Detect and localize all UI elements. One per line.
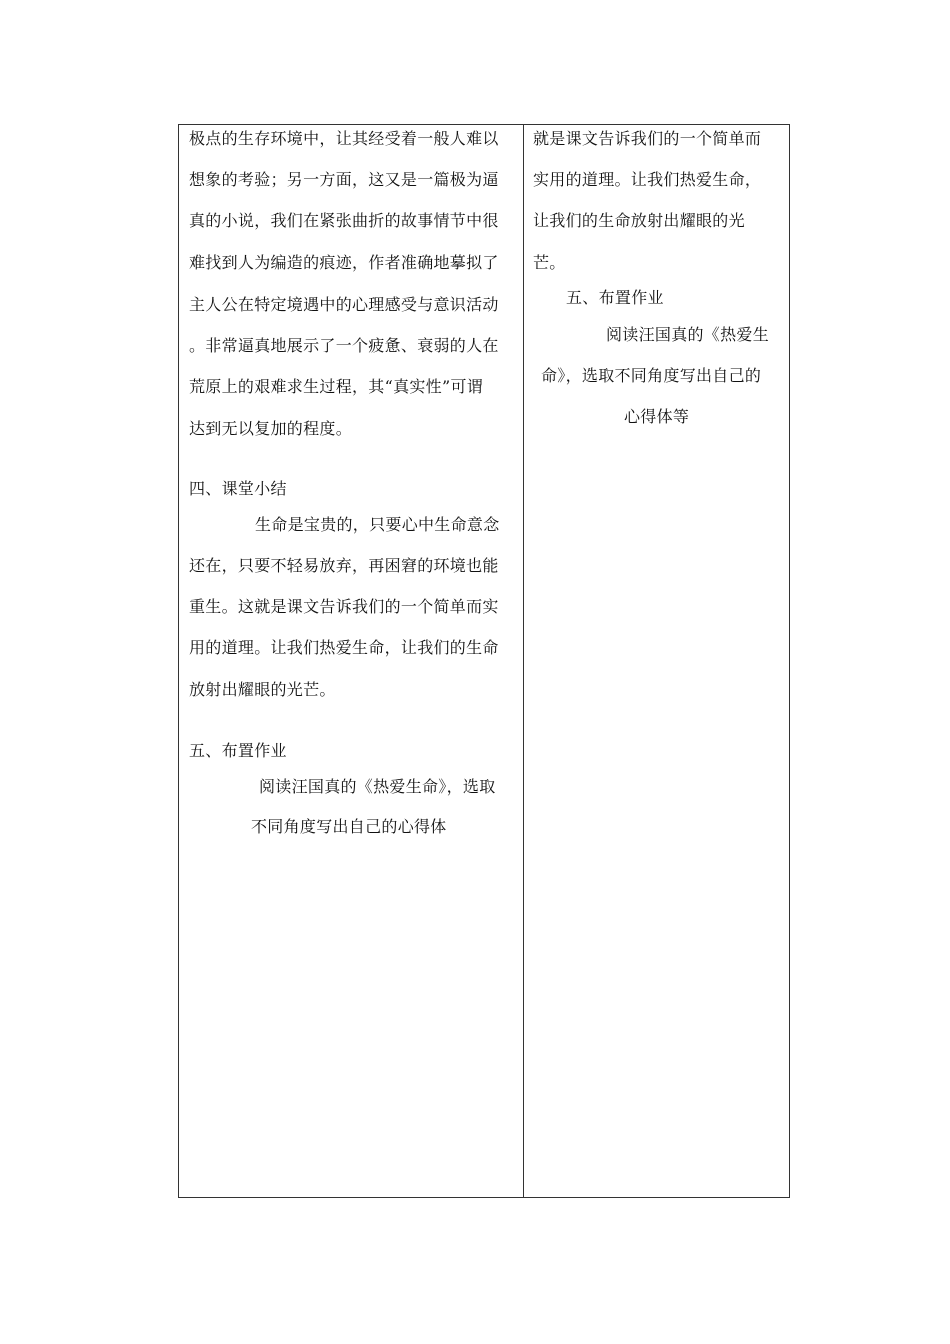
left-para-line: 主人公在特定境遇中的心理感受与意识活动 xyxy=(189,295,499,314)
left-para-line: 。非常逼真地展示了一个疲惫、衰弱的人在 xyxy=(189,336,499,355)
homework-line: 阅读汪国真的《热爱生命》，选取 xyxy=(259,777,496,796)
homework-heading: 五、布置作业 xyxy=(189,741,287,760)
right-homework-line: 命》，选取不同角度写出自己的 xyxy=(541,366,762,385)
right-homework-heading: 五、布置作业 xyxy=(566,288,664,307)
left-para-line: 达到无以复加的程度。 xyxy=(189,419,353,438)
left-para-line: 极点的生存环境中，让其经受着一般人难以 xyxy=(189,129,499,148)
summary-heading: 四、课堂小结 xyxy=(189,479,287,498)
left-para-line: 想象的考验；另一方面，这又是一篇极为逼 xyxy=(189,170,499,189)
left-para-line: 真的小说，我们在紧张曲折的故事情节中很 xyxy=(189,211,499,230)
right-homework-line: 心得体等 xyxy=(624,407,690,426)
summary-line: 用的道理。让我们热爱生命，让我们的生命 xyxy=(189,638,499,657)
summary-line: 还在，只要不轻易放弃，再困窘的环境也能 xyxy=(189,556,499,575)
left-para-line: 难找到人为编造的痕迹，作者准确地摹拟了 xyxy=(189,253,499,272)
homework-line: 不同角度写出自己的心得体 xyxy=(251,817,447,836)
right-homework-line: 阅读汪国真的《热爱生 xyxy=(606,325,770,344)
left-column-cell xyxy=(179,125,523,1197)
right-para-line: 就是课文告诉我们的一个简单而 xyxy=(533,129,762,148)
summary-line: 重生。这就是课文告诉我们的一个简单而实 xyxy=(189,597,499,616)
summary-line: 放射出耀眼的光芒。 xyxy=(189,680,336,699)
right-para-line: 让我们的生命放射出耀眼的光 xyxy=(533,211,745,230)
summary-line: 生命是宝贵的，只要心中生命意念 xyxy=(255,515,500,534)
right-para-line: 实用的道理。让我们热爱生命， xyxy=(533,170,762,189)
lesson-plan-table xyxy=(178,124,790,1198)
right-para-line: 芒。 xyxy=(533,253,566,272)
left-para-line: 荒原上的艰难求生过程，其“真实性”可谓 xyxy=(189,377,484,396)
right-column-cell xyxy=(524,125,789,1197)
